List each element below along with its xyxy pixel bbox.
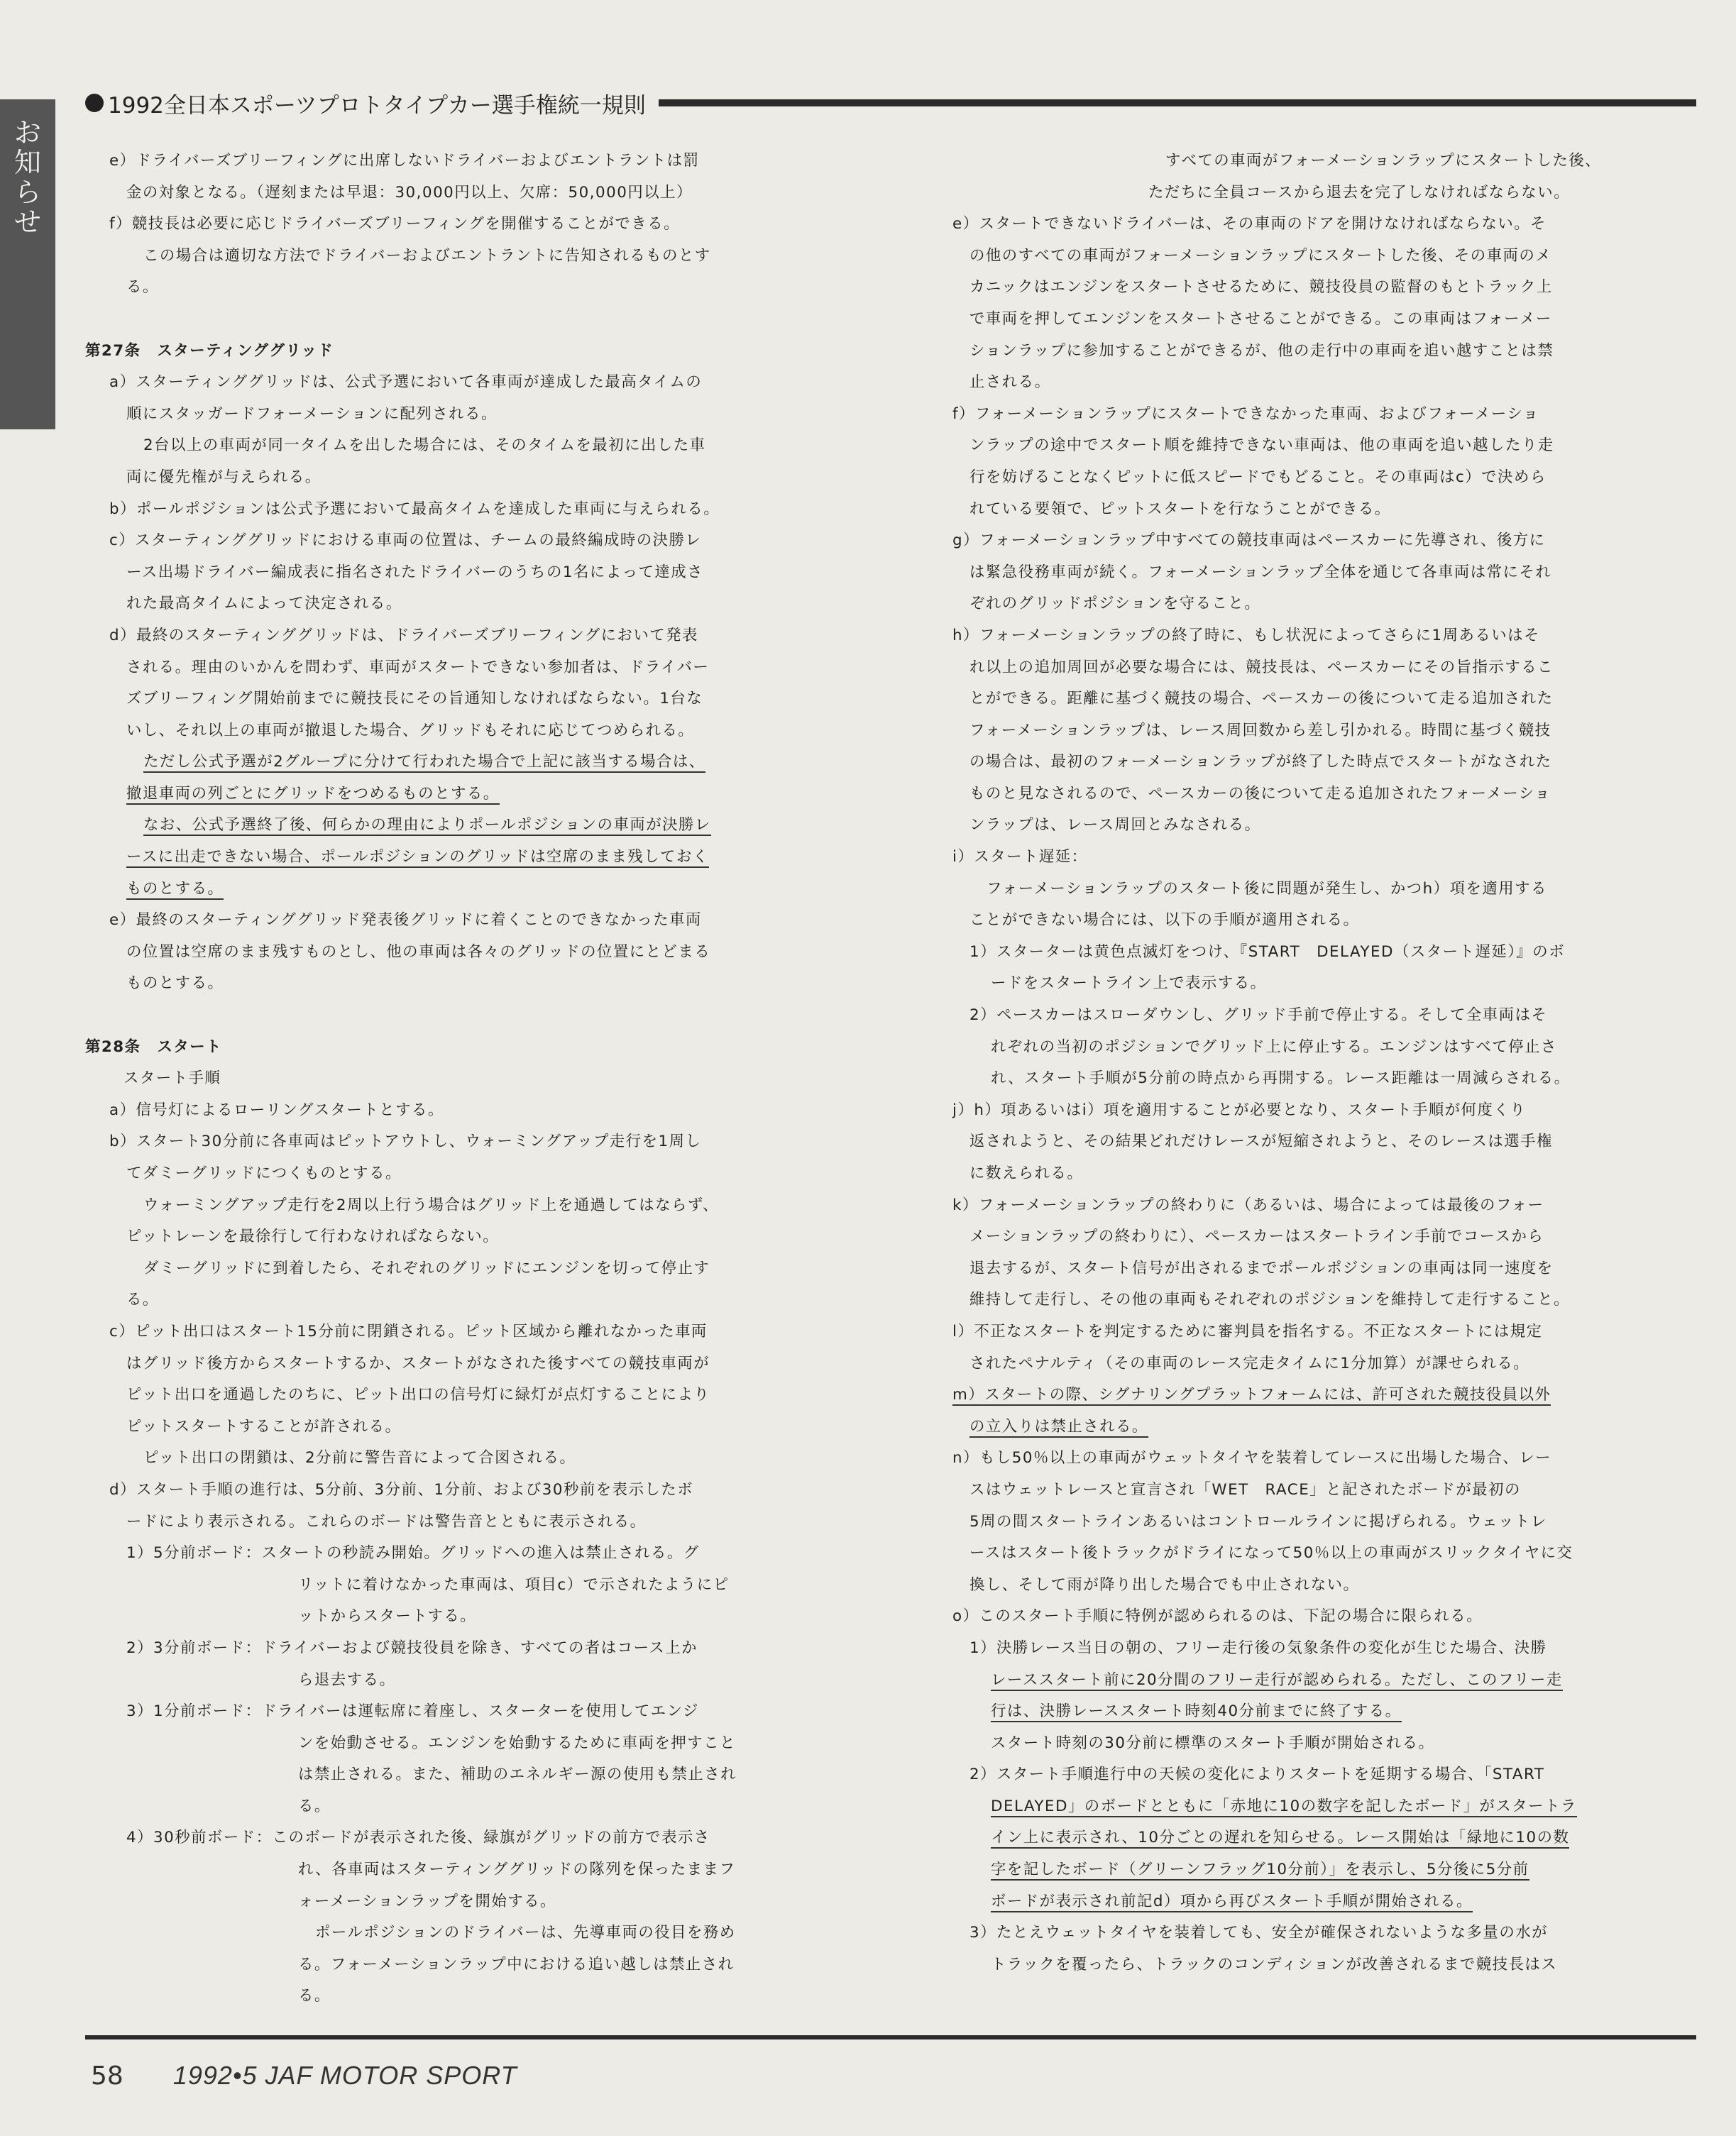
text-line [85, 1886, 837, 1918]
text-line [85, 1822, 837, 1854]
line-text: スはウェットレースと宣言され「WET RACE」と記されたボードが最初の [969, 1480, 1521, 1499]
text-line [85, 1095, 837, 1127]
text-line [952, 525, 1705, 557]
text-line [952, 1253, 1705, 1285]
line-text: る。 [298, 1797, 331, 1815]
line-text: 撤退車両の列ごとにグリッドをつめるものとする。 [126, 785, 500, 805]
text-line [952, 272, 1705, 304]
line-text: とができる。距離に基づく競技の場合、ペースカーの後について走る追加された [969, 690, 1554, 708]
line-text: ードをスタートライン上で表示する。 [991, 974, 1267, 993]
line-text: る。 [126, 278, 159, 297]
line-text: ものとする。 [126, 974, 224, 993]
line-text: b）ポールポジションは公式予選において最高タイムを達成した車両に与えられる。 [109, 500, 720, 518]
text-line [952, 1507, 1705, 1538]
line-text: フォーメーションラップは、レース周回数から差し引かれる。時間に基づく競技 [969, 721, 1551, 739]
line-text: スタート手順 [123, 1069, 221, 1088]
line-text: ぞれのグリッドポジションを守ること。 [969, 595, 1261, 613]
line-text: てダミーグリッドにつくものとする。 [126, 1165, 402, 1182]
footer-rule [85, 2035, 1696, 2039]
text-line [952, 1854, 1705, 1886]
line-text: はグリッド後方からスタートするか、スタートがなされた後すべての競技車両が [126, 1354, 710, 1372]
line-text: e）最終のスターティンググリッド発表後グリッドに着くことのできなかった車両 [109, 911, 702, 930]
line-text: 2）ペースカーはスローダウンし、グリッド手前で停止する。そして全車両はそ [969, 1006, 1548, 1025]
text-line [952, 145, 1705, 177]
text-line [85, 683, 837, 715]
text-line [85, 874, 837, 905]
text-line [85, 1728, 837, 1760]
line-text: 3）たとえウェットタイヤを装着しても、安全が確保されないような多量の水が [969, 1924, 1548, 1942]
text-line [952, 937, 1705, 969]
line-text: ンラップの途中でスタート順を維持できない車両は、他の車両を追い越したり走 [969, 436, 1554, 455]
text-line [952, 778, 1705, 810]
line-text: フォーメーションラップのスタート後に問題が発生し、かつh）項を適用する [987, 879, 1547, 898]
line-text: されたペナルティ（その車両のレース完走タイムに1分加算）が課せられる。 [969, 1354, 1530, 1372]
line-text: 返されようと、その結果どれだけレースが短縮されようと、そのレースは選手権 [969, 1133, 1553, 1151]
text-line [85, 937, 837, 969]
text-line [85, 399, 837, 431]
line-text: なお、公式予選終了後、何らかの理由によりポールポジションの車両が決勝レ [143, 816, 711, 836]
text-line [952, 209, 1705, 241]
line-text: i）スタート遅延： [952, 848, 1088, 866]
text-line [85, 1791, 837, 1823]
text-line [85, 1507, 837, 1538]
page-title: 1992全日本スポーツプロトタイプカー選手権統一規則 [108, 92, 646, 119]
text-line [952, 1443, 1705, 1475]
line-text: で車両を押してエンジンをスタートさせることができる。この車両はフォーメー [969, 309, 1552, 328]
text-line [952, 1032, 1705, 1064]
line-text: いし、それ以上の車両が撤退した場合、グリッドもそれに応じてつめられる。 [126, 721, 695, 739]
line-text: の他のすべての車両がフォーメーションラップにスタートした後、その車両のメ [969, 246, 1552, 265]
line-text: o）このスタート手順に特例が認められるのは、下記の場合に限られる。 [952, 1607, 1483, 1626]
line-text: イン上に表示され、10分ごとの遅れを知らせる。レース開始は「緑地に10の数 [991, 1829, 1569, 1849]
text-line [952, 1696, 1705, 1728]
line-text: 行は、決勝レーススタート時刻40分前までに終了する。 [991, 1702, 1402, 1722]
text-line [952, 1316, 1705, 1348]
line-text: ら退去する。 [298, 1670, 396, 1689]
article-heading [85, 1032, 837, 1064]
line-text: る。 [298, 1987, 331, 2005]
text-line [952, 1348, 1705, 1380]
text-line [85, 905, 837, 937]
line-text: g）フォーメーションラップ中すべての競技車両はペースカーに先導され、後方に [952, 532, 1546, 550]
line-text: a）スターティンググリッドは、公式予選において各車両が達成した最高タイムの [109, 373, 703, 392]
text-line [85, 1221, 837, 1253]
text-line [952, 367, 1705, 399]
line-text: 3）1分前ボード：ドライバーは運転席に着座し、スターターを使用してエンジ [126, 1702, 699, 1721]
line-text: この場合は適切な方法でドライバーおよびエントラントに告知されるものとす [143, 246, 711, 265]
line-text: 字を記したボード（グリーンフラッグ10分前）」を表示し、5分後に5分前 [991, 1861, 1529, 1881]
line-text: f）フォーメーションラップにスタートできなかった車両、およびフォーメーショ [952, 404, 1539, 423]
line-text: の位置は空席のまま残すものとし、他の車両は各々のグリッドの位置にとどまる [126, 942, 711, 961]
header-rule [659, 99, 1696, 106]
text-line [85, 1380, 837, 1411]
text-line [952, 1158, 1705, 1190]
left-column [85, 145, 837, 2013]
text-line [952, 1063, 1705, 1095]
text-line [85, 1348, 837, 1380]
line-text: e）スタートできないドライバーは、その車両のドアを開けなければならない。そ [952, 215, 1547, 233]
line-text: 2台以上の車両が同一タイムを出した場合には、そのタイムを最初に出した車 [143, 436, 706, 455]
line-text: 行を妨げることなくピットに低スピードでもどること。その車両はc）で決めら [969, 468, 1547, 486]
text-line [85, 1190, 837, 1222]
text-line [952, 1822, 1705, 1854]
line-text: ードにより表示される。これらのボードは警告音とともに表示される。 [126, 1512, 647, 1531]
text-line [952, 462, 1705, 494]
line-text: リットに着けなかった車両は、項目c）で示されたようにピ [298, 1575, 730, 1594]
text-line [85, 778, 837, 810]
line-text: の場合は、最初のフォーメーションラップが終了した時点でスタートがなされた [969, 753, 1552, 771]
text-line [85, 1601, 837, 1633]
line-text: k）フォーメーションラップの終わりに（あるいは、場合によっては最後のフォー [952, 1196, 1544, 1214]
line-text: ボードが表示され前記d）項から再びスタート手順が開始される。 [991, 1893, 1473, 1912]
line-text: レーススタート前に20分間のフリー走行が認められる。ただし、このフリー走 [991, 1671, 1563, 1691]
text-line [85, 1063, 837, 1095]
text-line [85, 620, 837, 652]
line-text: 2）スタート手順進行中の天候の変化によりスタートを延期する場合、「START [969, 1766, 1545, 1784]
line-text: メーションラップの終わりに）、ペースカーはスタートライン手前でコースから [969, 1228, 1544, 1246]
line-text: 第27条 スターティンググリッド [85, 341, 334, 360]
line-text: 両に優先権が与えられる。 [126, 468, 322, 486]
text-line [952, 1791, 1705, 1823]
text-line [952, 336, 1705, 368]
line-text: の立入りは禁止される。 [969, 1418, 1148, 1438]
line-text: n）もし50％以上の車両がウェットタイヤを装着してレースに出場した場合、レー [952, 1449, 1552, 1468]
line-text: カニックはエンジンをスタートさせるために、競技役員の監督のもとトラック上 [969, 278, 1553, 297]
line-text: ースはスタート後トラックがドライになって50％以上の車両がスリックタイヤに交 [969, 1544, 1573, 1563]
text-line [85, 652, 837, 684]
text-line [952, 1284, 1705, 1316]
page-header [85, 85, 1696, 121]
line-text: ポールポジションのドライバーは、先導車両の役目を務め [315, 1924, 736, 1942]
text-line [85, 842, 837, 874]
text-line [952, 304, 1705, 336]
line-text: れている要領で、ピットスタートを行なうことができる。 [969, 500, 1391, 518]
text-line [85, 1633, 837, 1665]
line-text: ものと見なされるので、ペースカーの後について走る追加されたフォーメーショ [969, 784, 1551, 803]
right-column [952, 145, 1705, 1981]
line-text: れ、各車両はスターティンググリッドの隊列を保ったままフ [298, 1861, 736, 1879]
text-line [952, 1886, 1705, 1918]
line-text: ォーメーションラップを開始する。 [298, 1892, 556, 1910]
line-text: c）スターティンググリッドにおける車両の位置は、チームの最終編成時の決勝レ [109, 532, 702, 550]
line-text: れぞれの当初のポジションでグリッド上に停止する。エンジンはすべて停止さ [991, 1037, 1557, 1056]
text-line [85, 367, 837, 399]
text-line [952, 874, 1705, 905]
line-text: れた最高タイムによって決定される。 [126, 595, 402, 613]
text-line [952, 1949, 1705, 1981]
line-text: d）スタート手順の進行は、5分前、3分前、1分前、および30秒前を表示したボ [109, 1480, 694, 1499]
text-line [85, 1411, 837, 1443]
line-text: ピットレーンを最徐行して行わなければならない。 [126, 1228, 500, 1246]
line-text: ンを始動させる。エンジンを始動するために車両を押すこと [298, 1734, 736, 1752]
line-text: ピット出口を通過したのちに、ピット出口の信号灯に緑灯が点灯することにより [126, 1386, 710, 1404]
bullet-icon [85, 94, 104, 112]
text-line [85, 1949, 837, 1981]
text-line [85, 145, 837, 177]
line-text: b）スタート30分前に各車両はピットアウトし、ウォーミングアップ走行を1周し [109, 1133, 702, 1151]
line-text: ピット出口の閉鎖は、2分前に警告音によって合図される。 [143, 1449, 576, 1468]
text-line [952, 842, 1705, 874]
text-line [952, 177, 1705, 209]
line-text: る。フォーメーションラップ中における追い越しは禁止され [298, 1955, 735, 1973]
text-line [85, 588, 837, 620]
line-text: ションラップに参加することができるが、他の走行中の車両を追い越すことは禁 [969, 341, 1554, 360]
line-text: 4）30秒前ボード：このボードが表示された後、緑旗がグリッドの前方で表示さ [126, 1829, 710, 1847]
text-line [85, 1854, 837, 1886]
line-text: a）信号灯によるローリングスタートとする。 [109, 1101, 444, 1119]
line-text: は緊急役務車両が続く。フォーメーションラップ全体を通じて各車両は常にそれ [969, 563, 1552, 581]
line-text: 1）スターターは黄色点滅灯をつけ、『START DELAYED（スタート遅延）』のボ [969, 942, 1566, 961]
line-text: される。理由のいかんを問わず、車両がスタートできない参加者は、ドライバー [126, 658, 710, 676]
text-line [85, 1917, 837, 1949]
line-text: ズブリーフィング開始前までに競技長にその旨通知しなければならない。1台な [126, 690, 703, 708]
line-text: ンラップは、レース周回とみなされる。 [969, 816, 1261, 835]
text-line [952, 652, 1705, 684]
publication-name: 1992•5 JAF MOTOR SPORT [172, 2061, 517, 2090]
text-line [952, 494, 1705, 526]
text-line [85, 462, 837, 494]
line-text: ピットスタートすることが許される。 [126, 1417, 402, 1436]
page-footer [91, 2058, 517, 2093]
line-text: ものとする。 [126, 880, 224, 900]
section-tab-notice [0, 99, 55, 429]
line-text: l）不正なスタートを判定するために審判員を指名する。不正なスタートには規定 [952, 1322, 1543, 1340]
line-text: 金の対象となる。（遅刻または早退：30,000円以上、欠席：50,000円以上） [126, 183, 693, 202]
text-line [85, 430, 837, 462]
text-line [952, 1633, 1705, 1665]
line-text: る。 [126, 1291, 159, 1309]
text-line [952, 1411, 1705, 1443]
text-line [952, 747, 1705, 778]
line-text: DELAYED」のボードとともに「赤地に10の数字を記したボード」がスタートラ [991, 1798, 1577, 1817]
line-text: 5周の間スタートラインあるいはコントロールラインに掲げられる。ウェットレ [969, 1512, 1547, 1531]
line-text: に数えられる。 [969, 1165, 1084, 1182]
text-line [85, 1570, 837, 1602]
text-line [85, 272, 837, 304]
text-line [85, 1443, 837, 1475]
text-line [952, 1728, 1705, 1760]
text-line [85, 1538, 837, 1570]
line-text: ース出場ドライバー編成表に指名されたドライバーのうちの1名によって達成さ [126, 563, 704, 581]
text-line [85, 1475, 837, 1507]
text-line [952, 1000, 1705, 1032]
line-text: c）ピット出口はスタート15分前に閉鎖される。ピット区域から離れなかった車両 [109, 1322, 708, 1340]
text-line [952, 715, 1705, 747]
line-text: 1）決勝レース当日の朝の、フリー走行後の気象条件の変化が生じた場合、決勝 [969, 1639, 1547, 1657]
line-text: 2）3分前ボード：ドライバーおよび競技役員を除き、すべての者はコース上か [126, 1639, 698, 1657]
blank-line [85, 1000, 837, 1032]
text-line [952, 1665, 1705, 1697]
text-line [952, 1380, 1705, 1411]
text-line [85, 525, 837, 557]
line-text: ただし公式予選が2グループに分けて行われた場合で上記に該当する場合は、 [143, 753, 705, 773]
text-line [85, 1759, 837, 1791]
line-text: m）スタートの際、シグナリングプラットフォームには、許可された競技役員以外 [952, 1386, 1551, 1406]
line-text: 換し、そして雨が降り出した場合でも中止されない。 [969, 1575, 1360, 1594]
text-line [85, 715, 837, 747]
text-line [952, 905, 1705, 937]
text-line [85, 1696, 837, 1728]
line-text: ットからスタートする。 [298, 1607, 477, 1626]
line-text: ダミーグリッドに到着したら、それぞれのグリッドにエンジンを切って停止す [143, 1259, 710, 1277]
line-text: は禁止される。また、補助のエネルギー源の使用も禁止され [298, 1766, 737, 1784]
text-line [952, 1917, 1705, 1949]
line-text: ースに出走できない場合、ポールポジションのグリッドは空席のまま残しておく [126, 848, 709, 868]
text-line [952, 683, 1705, 715]
line-text: f）競技長は必要に応じドライバーズブリーフィングを開催することができる。 [109, 215, 680, 233]
text-line [952, 1759, 1705, 1791]
line-text: すべての車両がフォーメーションラップにスタートした後、 [1165, 152, 1602, 170]
line-text: 止される。 [969, 373, 1051, 392]
line-text: e）ドライバーズブリーフィングに出席しないドライバーおよびエントラントは罰 [109, 152, 700, 170]
text-line [952, 557, 1705, 589]
line-text: 順にスタッガードフォーメーションに配列される。 [126, 404, 498, 423]
line-text: れ以上の追加周回が必要な場合には、競技長は、ペースカーにその旨指示するこ [969, 658, 1554, 676]
line-text: 維持して走行し、その他の車両もそれぞれのポジションを維持して走行すること。 [969, 1291, 1570, 1309]
text-line [85, 557, 837, 589]
text-line [952, 1538, 1705, 1570]
text-line [952, 1126, 1705, 1158]
text-line [952, 810, 1705, 842]
text-line [952, 588, 1705, 620]
text-line [85, 1284, 837, 1316]
text-line [85, 241, 837, 272]
text-line [952, 1601, 1705, 1633]
line-text: d）最終のスターティンググリッドは、ドライバーズブリーフィングにおいて発表 [109, 626, 698, 644]
text-line [85, 494, 837, 526]
text-line [85, 1316, 837, 1348]
text-line [85, 1253, 837, 1285]
line-text: ことができない場合には、以下の手順が適用される。 [969, 911, 1360, 930]
text-line [952, 1190, 1705, 1222]
text-line [952, 620, 1705, 652]
text-line [952, 241, 1705, 272]
line-text: 退去するが、スタート信号が出されるまでポールポジションの車両は同一速度を [969, 1259, 1554, 1277]
text-line [952, 430, 1705, 462]
line-text: 1）5分前ボード：スタートの秒読み開始。グリッドへの進入は禁止される。グ [126, 1544, 700, 1563]
article-heading [85, 336, 837, 368]
blank-line [85, 304, 837, 336]
text-line [85, 1158, 837, 1190]
page-number: 58 [91, 2061, 123, 2091]
text-line [952, 399, 1705, 431]
text-line [85, 968, 837, 1000]
line-text: h）フォーメーションラップの終了時に、もし状況によってさらに1周あるいはそ [952, 626, 1540, 644]
line-text: ウォーミングアップ走行を2周以上行う場合はグリッド上を通過してはならず、 [143, 1196, 719, 1214]
text-line [85, 1665, 837, 1697]
text-line [85, 747, 837, 778]
text-line [85, 1126, 837, 1158]
text-line [952, 1475, 1705, 1507]
line-text: スタート時刻の30分前に標準のスタート手順が開始される。 [991, 1734, 1435, 1752]
text-line [952, 1095, 1705, 1127]
text-line [85, 810, 837, 842]
line-text: ただちに全員コースから退去を完了しなければならない。 [1148, 183, 1571, 202]
text-line [85, 177, 837, 209]
text-line [952, 1221, 1705, 1253]
line-text: トラックを覆ったら、トラックのコンディションが改善されるまで競技長はス [991, 1955, 1558, 1973]
text-line [952, 1570, 1705, 1602]
line-text: 第28条 スタート [85, 1037, 223, 1056]
text-line [952, 968, 1705, 1000]
text-line [85, 1981, 837, 2013]
text-line [85, 209, 837, 241]
section-tab-label: お 知 ら せ [13, 117, 41, 238]
line-text: れ、スタート手順が5分前の時点から再開する。レース距離は一周減らされる。 [991, 1069, 1571, 1088]
line-text: j）h）項あるいはi）項を適用することが必要となり、スタート手順が何度くり [952, 1101, 1527, 1119]
